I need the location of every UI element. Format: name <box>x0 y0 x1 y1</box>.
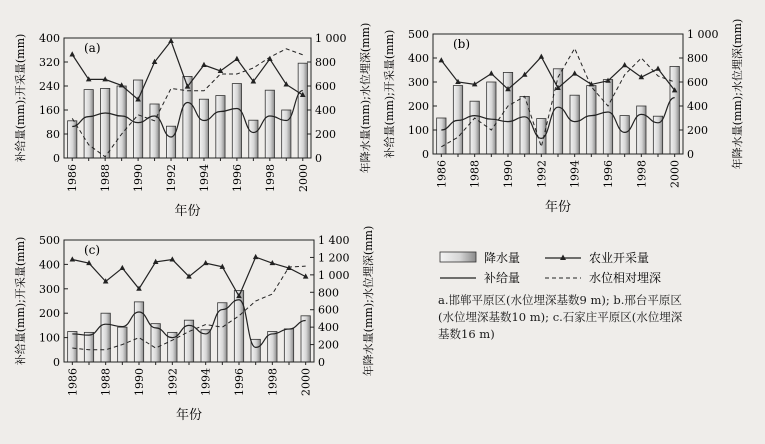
precip-bar <box>437 118 446 154</box>
left-tick-label: 300 <box>39 282 60 296</box>
y-axis-label-right: 年降水量(mm);水位埋深(mm) <box>731 18 744 170</box>
pumping-marker <box>572 70 578 75</box>
precip-bar <box>166 126 175 158</box>
x-tick-label: 1998 <box>266 368 280 396</box>
precip-bar <box>216 96 225 158</box>
left-tick-label: 300 <box>408 76 429 89</box>
precip-bar <box>249 120 258 158</box>
left-tick-label: 320 <box>39 56 60 69</box>
precip-bar <box>301 316 310 362</box>
right-tick-label: 1 400 <box>318 234 350 247</box>
x-tick-label: 1996 <box>230 164 244 192</box>
pumping-marker <box>170 256 176 261</box>
chart-panel <box>13 226 375 423</box>
legend-label: 降水量 <box>484 251 521 265</box>
precip-bar <box>201 330 210 362</box>
right-tick-label: 400 <box>687 100 708 113</box>
right-tick-label: 600 <box>318 303 339 317</box>
x-tick-label: 1994 <box>199 368 213 396</box>
precip-bar <box>670 66 679 154</box>
pumping-marker <box>439 57 445 62</box>
precip-bar <box>603 80 612 154</box>
y-axis-label-right: 年降水量(mm);水位埋深(mm) <box>362 225 375 377</box>
legend <box>440 250 661 285</box>
precip-bar <box>298 63 307 158</box>
right-tick-label: 800 <box>687 52 708 65</box>
chart-panel <box>13 23 372 219</box>
left-tick-label: 500 <box>39 234 60 247</box>
right-tick-label: 800 <box>315 56 336 69</box>
x-tick-label: 1998 <box>635 160 649 188</box>
precip-bar <box>183 76 192 158</box>
left-tick-label: 0 <box>422 148 429 161</box>
chart-panel <box>382 19 744 215</box>
pumping-marker <box>253 254 259 259</box>
legend-label: 农业开采量 <box>589 251 650 265</box>
precip-bar <box>265 90 274 158</box>
x-tick-label: 1992 <box>166 368 180 396</box>
left-tick-label: 200 <box>408 100 429 113</box>
right-tick-label: 0 <box>687 148 694 161</box>
legend-swatch-marker <box>560 255 566 261</box>
pumping-marker <box>234 56 240 61</box>
legend-item <box>545 251 649 265</box>
x-tick-label: 1996 <box>233 368 246 396</box>
x-tick-label: 2000 <box>668 160 682 188</box>
x-tick-label: 1992 <box>535 160 549 188</box>
left-tick-label: 160 <box>39 104 60 117</box>
right-tick-label: 0 <box>315 152 322 165</box>
right-tick-label: 200 <box>315 128 336 141</box>
x-tick-label: 1986 <box>435 160 449 188</box>
precip-bar <box>199 99 208 158</box>
x-tick-label: 1992 <box>165 164 179 192</box>
legend-label: 补给量 <box>484 271 521 285</box>
right-tick-label: 1 000 <box>687 28 719 41</box>
pumping-marker <box>201 62 207 67</box>
x-tick-label: 1990 <box>132 164 146 192</box>
left-tick-label: 0 <box>53 356 60 369</box>
y-axis-label-left: 补给量(mm);开采量(mm) <box>14 236 27 366</box>
left-tick-label: 240 <box>39 80 60 93</box>
right-tick-label: 400 <box>315 104 336 117</box>
precip-bar <box>284 329 293 362</box>
right-tick-label: 200 <box>318 338 339 352</box>
left-tick-label: 400 <box>39 32 60 45</box>
right-tick-label: 600 <box>315 80 336 93</box>
precip-bar <box>84 332 93 362</box>
x-tick-label: 2000 <box>299 368 313 396</box>
right-tick-label: 1 200 <box>318 251 350 265</box>
precip-bar <box>570 95 579 154</box>
x-tick-label: 1998 <box>263 164 277 192</box>
pumping-marker <box>168 38 174 43</box>
precip-bar <box>68 332 77 363</box>
x-tick-label: 1986 <box>66 164 80 192</box>
precip-bar <box>470 101 479 154</box>
precip-bar <box>117 86 126 158</box>
x-tick-label: 1996 <box>602 160 615 188</box>
left-tick-label: 500 <box>408 28 429 41</box>
right-tick-label: 600 <box>687 76 708 89</box>
pumping-marker <box>203 260 209 265</box>
precip-bar <box>101 313 110 362</box>
precip-bar <box>234 291 243 362</box>
left-tick-label: 100 <box>39 331 60 345</box>
precip-bar <box>587 86 596 154</box>
x-tick-label: 1994 <box>197 164 211 192</box>
legend-swatch-bar <box>440 252 476 262</box>
x-tick-label: 1994 <box>568 160 582 188</box>
right-tick-label: 1 000 <box>318 268 350 282</box>
pumping-marker <box>622 62 628 67</box>
x-tick-label: 1990 <box>502 160 515 188</box>
pumping-marker <box>655 66 661 71</box>
x-tick-label: 1990 <box>133 368 146 396</box>
region-note: a.邯郸平原区(水位埋深基数9 m); b.邢台平原区(水位埋深基数10 m); c.石家庄平原区(水位埋深基数16 m) <box>438 293 683 341</box>
panel-tag: (b) <box>453 37 471 51</box>
precip-bar <box>101 88 110 158</box>
left-tick-label: 400 <box>408 52 429 65</box>
chart-panels <box>13 19 744 423</box>
pumping-marker <box>120 265 126 270</box>
precip-bar <box>151 324 160 362</box>
left-tick-label: 200 <box>39 307 60 321</box>
precip-bar <box>637 106 646 154</box>
right-tick-label: 800 <box>318 286 339 300</box>
legend-item <box>440 250 520 265</box>
panel-tag: (a) <box>84 41 101 55</box>
pumping-marker <box>69 51 75 56</box>
left-tick-label: 100 <box>408 124 429 137</box>
right-tick-label: 1 000 <box>315 32 347 45</box>
x-tick-label: 1986 <box>66 368 80 396</box>
precip-bar <box>503 72 512 154</box>
legend-item <box>545 270 661 285</box>
y-axis-label-left: 补给量(mm);开采量(mm) <box>14 33 27 163</box>
y-axis-label-left: 补给量(mm);开采量(mm) <box>383 29 396 159</box>
right-tick-label: 400 <box>318 321 339 335</box>
precip-bar <box>150 104 159 158</box>
right-tick-label: 200 <box>687 124 708 137</box>
x-tick-label: 1988 <box>99 164 113 192</box>
y-axis-label-right: 年降水量(mm);水位埋深(mm) <box>359 22 372 174</box>
x-tick-label: 2000 <box>296 164 310 192</box>
left-tick-label: 0 <box>53 152 60 165</box>
precip-bar <box>134 302 143 362</box>
x-axis-label: 年份 <box>544 200 572 215</box>
pumping-marker <box>539 54 545 59</box>
x-tick-label: 1988 <box>99 368 113 396</box>
x-axis-label: 年份 <box>175 408 203 423</box>
precip-bar <box>268 332 277 363</box>
precip-bar <box>232 84 241 158</box>
x-tick-label: 1988 <box>468 160 482 188</box>
panel-tag: (c) <box>84 243 101 257</box>
left-tick-label: 400 <box>39 258 60 272</box>
pumping-marker <box>489 70 495 75</box>
legend-label: 水位相对埋深 <box>589 271 662 285</box>
precip-bar <box>487 82 496 154</box>
x-axis-label: 年份 <box>174 204 201 219</box>
precip-bar <box>620 116 629 154</box>
legend-item <box>440 270 520 285</box>
left-tick-label: 80 <box>46 128 60 141</box>
right-tick-label: 0 <box>318 356 325 369</box>
pumping-marker <box>70 256 76 261</box>
